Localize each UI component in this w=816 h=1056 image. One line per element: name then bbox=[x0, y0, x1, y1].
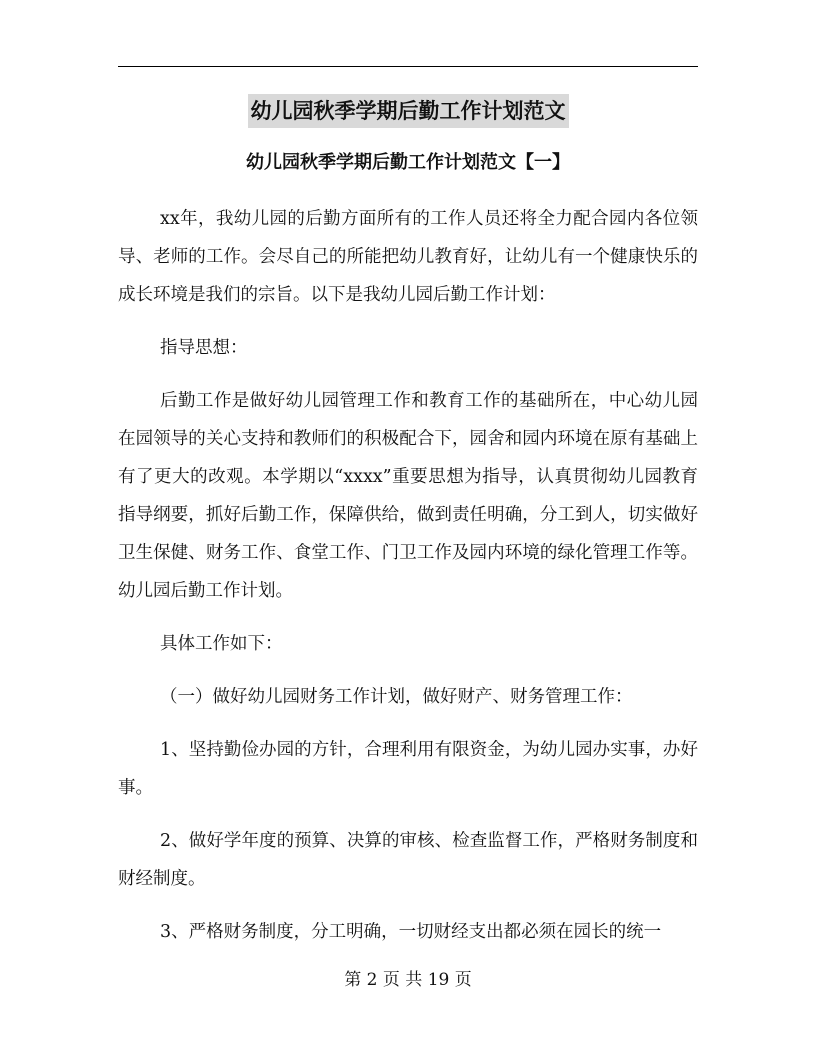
paragraph-item-1: 1、坚持勤俭办园的方针，合理利用有限资金，为幼儿园办实事，办好事。 bbox=[118, 740, 698, 798]
paragraph-guiding-heading: 指导思想： bbox=[160, 338, 248, 358]
document-body bbox=[118, 200, 698, 966]
paragraph-item-3: 3、严格财务制度，分工明确，一切财经支出都必须在园长的统一 bbox=[160, 922, 662, 942]
section-title: 幼儿园秋季学期后勤工作计划范文【一】 bbox=[246, 152, 570, 173]
paragraph-work-heading: 具体工作如下： bbox=[160, 634, 283, 654]
document-title bbox=[0, 94, 816, 128]
document-title-text: 幼儿园秋季学期后勤工作计划范文 bbox=[248, 94, 569, 128]
paragraph-intro: xx年，我幼儿园的后勤方面所有的工作人员还将全力配合园内各位领导、老师的工作。会尽自己的所能把幼儿教育好，让幼儿有一个健康快乐的成长环境是我们的宗旨。以下是我幼儿园后勤工作计划： bbox=[118, 209, 698, 305]
paragraph-guiding-body: 后勤工作是做好幼儿园管理工作和教育工作的基础所在，中心幼儿园在园领导的关心支持和教师们的积极配合下，园舍和园内环境在原有基础上有了更大的改观。本学期以“xxxx”重要思想为指导，认真贯彻幼儿园教育指导纲要，抓好后勤工作，保障供给，做到责任明确，分工到人，切实做好卫生保健、财务工作、食堂工作、门卫工作及园内环境的绿化管理工作等。幼儿园后勤工作计划。 bbox=[118, 391, 698, 601]
paragraph-section-one: （一）做好幼儿园财务工作计划，做好财产、财务管理工作： bbox=[160, 687, 633, 707]
page-number-footer: 第 2 页 共 19 页 bbox=[344, 970, 472, 990]
header-rule bbox=[118, 66, 698, 67]
paragraph-item-2: 2、做好学年度的预算、决算的审核、检查监督工作，严格财务制度和财经制度。 bbox=[118, 831, 698, 889]
